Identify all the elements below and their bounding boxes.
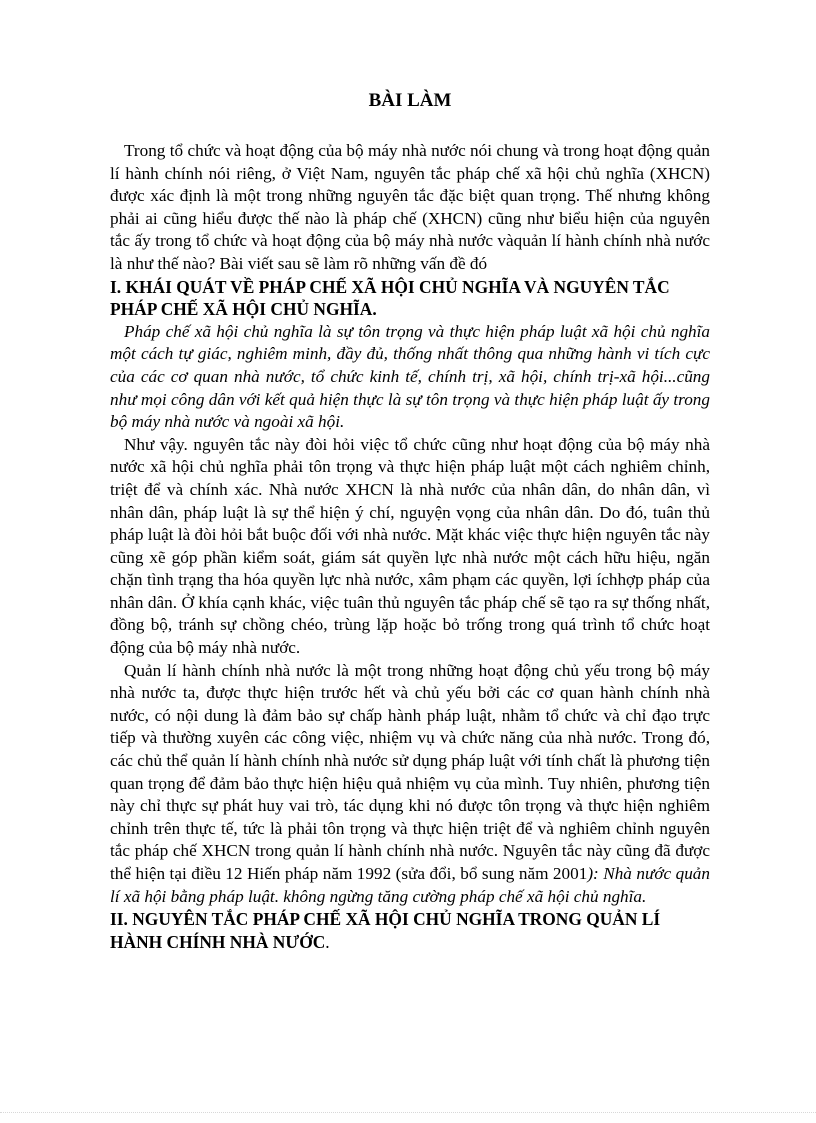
section-1-heading: I. KHÁI QUÁT VỀ PHÁP CHẾ XÃ HỘI CHỦ NGHĨA VÀ NGUYÊN TẮC PHÁP CHẾ XÃ HỘI CHỦ NGHĨA. bbox=[110, 276, 670, 320]
paragraph-2: Như vậy. nguyên tắc này đòi hỏi việc tổ chức cũng như hoạt động của bộ máy nhà nước xã hội chủ nghĩa phải tôn trọng và thực hiện pháp luật một cách nghiêm chỉnh, triệt để và chính xác. Nhà nước XHCN là nhà nước của nhân dân, do nhân dân, vì nhân dân, pháp luật là sự thể hiện ý chí, nguyện vọng của nhân dân. Do đó, tuân thủ pháp luật là đòi hỏi bắt buộc đối với nhà nước. Mặt khác việc thực hiện nguyên tắc này cũng xẽ góp phần kiểm soát, giám sát quyền lực nhà nước một cách hữu hiệu, ngăn chặn tình trạng tha hóa quyền lực nhà nước, xâm phạm các quyền, lợi íchhợp pháp của nhân dân. Ở khía cạnh khác, việc tuân thủ nguyên tắc pháp chế sẽ tạo ra sự thống nhất, đồng bộ, tránh sự chồng chéo, trùng lặp hoặc bỏ trống trong quá trình tổ chức hoạt động của bộ máy nhà nước. bbox=[110, 434, 710, 658]
document-title: BÀI LÀM bbox=[368, 90, 452, 111]
section-2-heading-text: II. NGUYÊN TẮC PHÁP CHẾ XÃ HỘI CHỦ NGHĨA TRONG QUẢN LÍ HÀNH CHÍNH NHÀ NƯỚC bbox=[110, 909, 661, 952]
section-2-heading bbox=[110, 908, 710, 953]
document-content bbox=[110, 88, 710, 953]
page-bottom-rule bbox=[0, 1112, 816, 1113]
paragraph-3-text: Quản lí hành chính nhà nước là một trong những hoạt động chủ yếu trong bộ máy nhà nước ta, được thực hiện trước hết và chủ yếu bởi các cơ quan hành chính nhà nước, có nội dung là đảm bảo sự chấp hành pháp luật, nhằm tổ chức và chỉ đạo trực tiếp và thường xuyên các công việc, nhiệm vụ và chức năng của nhà nước. Trong đó, các chủ thể quản lí hành chính nhà nước sử dụng pháp luật với tính chất là phương tiện quan trọng để đảm bảo thực hiện hiệu quả nhiệm vụ của mình. Tuy nhiên, phương tiện này chỉ thực sự phát huy vai trò, tác dụng khi nó được tôn trọng và thực hiện nghiêm chỉnh trên thực tế, tức là phải tôn trọng và thực hiện triệt để và nghiêm chỉnh nguyên tắc pháp chế XHCN trong quản lí hành chính nhà nước. Nguyên tắc này cũng đã được thể hiện tại điều 12 Hiến pháp năm 1992 (sửa đổi, bổ sung năm 2001 bbox=[110, 660, 710, 883]
intro-paragraph: Trong tổ chức và hoạt động của bộ máy nhà nước nói chung và trong hoạt động quản lí hành chính nói riêng, ở Việt Nam, nguyên tắc pháp chế xã hội chủ nghĩa (XHCN) được xác định là một trong những nguyên tắc đặc biệt quan trọng. Thế nhưng không phải ai cũng hiểu được thế nào là pháp chế (XHCN) cũng như biểu hiện của nguyên tắc ấy trong tổ chức và hoạt động của bộ máy nhà nước vàquản lí hành chính nhà nước là như thế nào? Bài viết sau sẽ làm rõ những vấn đề đó bbox=[110, 141, 710, 273]
paragraph-3 bbox=[110, 660, 710, 909]
section-2-heading-period: . bbox=[325, 931, 330, 952]
definition-paragraph: Pháp chế xã hội chủ nghĩa là sự tôn trọng và thực hiện pháp luật xã hội chủ nghĩa một cách tự giác, nghiêm minh, đầy đủ, thống nhất thông qua những hành vi tích cực của các cơ quan nhà nước, tổ chức kinh tế, chính trị, xã hội, chính trị-xã hội...cũng như mọi công dân với kết quả hiện thực là sự tôn trọng và thực hiện pháp luật ấy trong bộ máy nhà nước và ngoài xã hội. bbox=[110, 321, 710, 432]
paragraph-3-quote: ): Nhà nước quản lí xã hội bằng pháp luật. không ngừng tăng cường pháp chế xã hội chủ nghĩa. bbox=[110, 864, 710, 906]
